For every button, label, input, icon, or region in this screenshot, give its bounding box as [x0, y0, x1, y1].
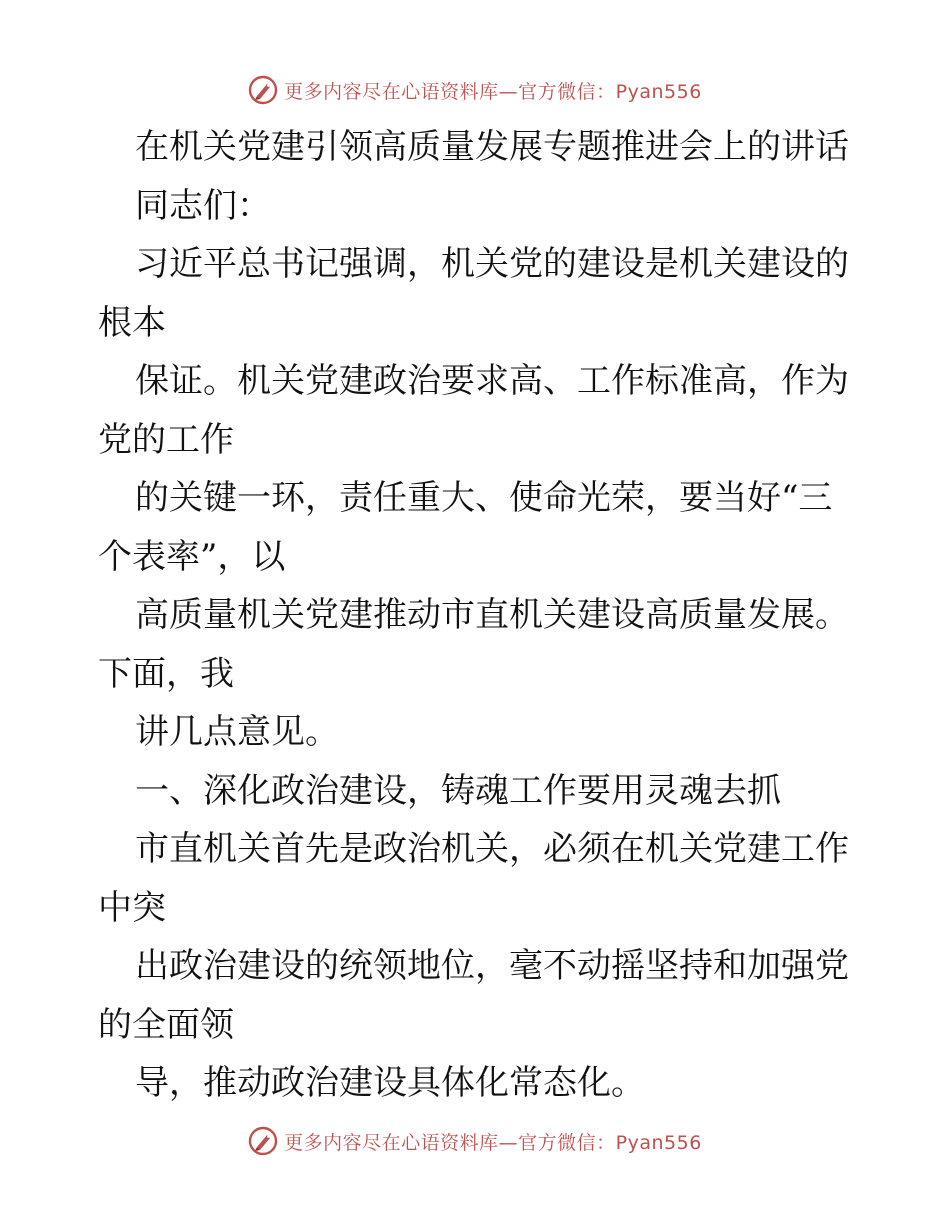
text-line: 出政治建设的统领地位，毫不动摇坚持和加强党: [135, 946, 849, 986]
text-line: 讲几点意见。: [135, 712, 339, 752]
text-line: 保证。机关党建政治要求高、工作标准高，作为: [135, 361, 849, 401]
header-banner-text: 更多内容尽在心语资料库—官方微信：Pyan556: [284, 80, 702, 103]
text-line: 党的工作: [98, 419, 234, 460]
text-line: 习近平总书记强调，机关党的建设是机关建设的: [135, 244, 849, 284]
text-line: 下面，我: [98, 653, 234, 694]
header-banner: [0, 70, 950, 110]
text-line: 中突: [98, 887, 166, 928]
text-line: 一、深化政治建设，铸魂工作要用灵魂去抓: [135, 770, 781, 811]
text-line: 导，推动政治建设具体化常态化。: [135, 1063, 645, 1103]
text-line: 同志们：: [135, 185, 271, 226]
text-line: 的关键一环，责任重大、使命光荣，要当好“三: [135, 478, 833, 518]
text-line: 市直机关首先是政治机关，必须在机关党建工作: [135, 829, 849, 869]
text-line: 根本: [98, 302, 166, 343]
text-line: 在机关党建引领高质量发展专题推进会上的讲话: [135, 127, 849, 167]
footer-banner: [0, 1121, 950, 1161]
footer-banner-text: 更多内容尽在心语资料库—官方微信：Pyan556: [284, 1131, 702, 1154]
document-body: [98, 118, 858, 1113]
text-line: 高质量机关党建推动市直机关建设高质量发展。: [135, 595, 849, 635]
pen-logo-icon: [248, 1126, 278, 1156]
text-line: 的全面领: [98, 1004, 234, 1045]
pen-logo-icon: [248, 75, 278, 105]
text-line: 个表率”，以: [98, 536, 286, 577]
